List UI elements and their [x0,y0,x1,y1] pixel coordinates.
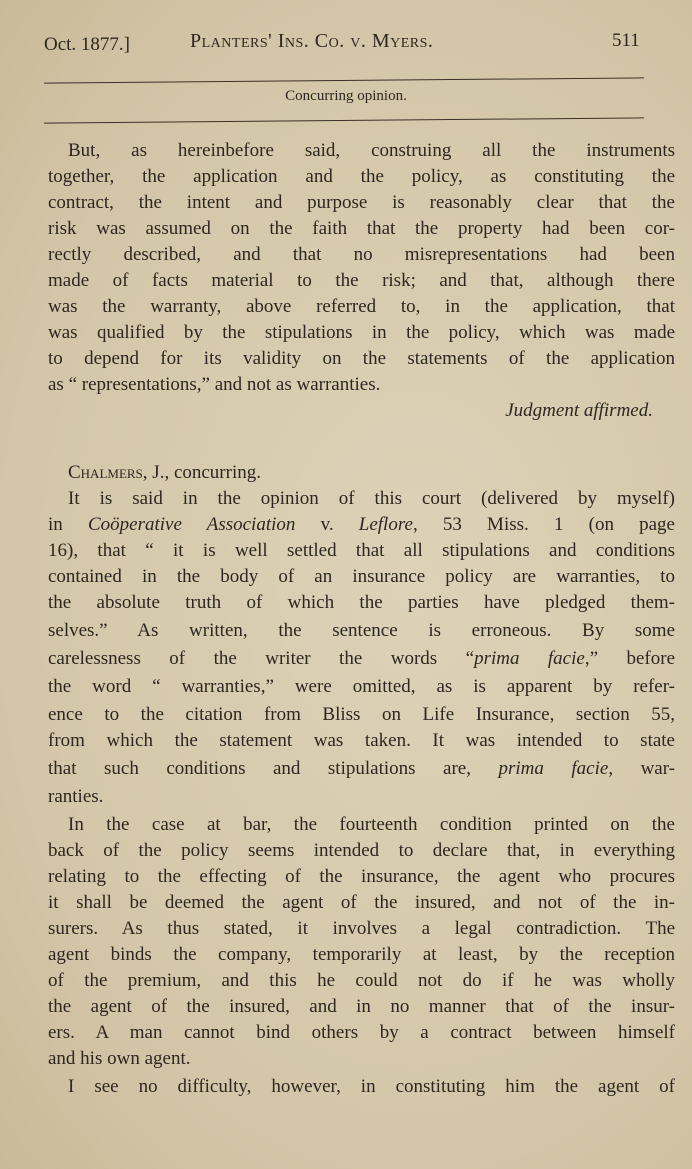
text-segment: relating to the effecting of the insurance, the agent who procures [48,866,675,887]
text-line [48,1048,675,1070]
text-line [48,620,675,642]
italic-text: prima facie [474,648,585,669]
text-segment: contract, the intent and purpose is reasonably clear that the [48,192,675,213]
text-line [48,244,675,266]
header-rule-bottom [44,117,644,123]
text-segment: But, as hereinbefore said, construing all the instruments [68,140,675,161]
section-subheading: Concurring opinion. [285,88,407,104]
text-segment: , 53 Miss. 1 (on page [412,514,675,535]
text-segment: ,” before [584,648,675,669]
text-segment: 16), that “ it is well settled that all stipulations and conditions [48,540,675,561]
text-line [48,996,675,1018]
text-segment: ers. A man cannot bind others by a contract between himself [48,1022,675,1043]
text-segment: of the premium, and this he could not do if he was wholly [48,970,675,991]
text-segment: carelessness of the writer the words “ [48,648,475,669]
running-head-title: Planters' Ins. Co. v. Myers. [190,30,434,52]
text-line [48,374,675,396]
text-line [48,166,675,188]
italic-text: prima facie [498,758,609,779]
text-line [48,514,675,536]
text-segment: the absolute truth of which the parties have pledged them- [48,592,675,613]
text-line [48,704,675,726]
italic-text: Coöperative Association [87,514,296,535]
text-line [48,944,675,966]
text-segment: risk was assumed on the faith that the property had been cor- [48,218,675,239]
text-segment: surers. As thus stated, it involves a legal contradiction. The [48,918,675,939]
page-number: 511 [612,30,640,51]
running-head-date: Oct. 1877.] [44,34,131,55]
text-line [48,322,675,344]
text-segment: , war- [608,758,675,779]
header-rule-top [44,77,644,83]
text-segment: was the warranty, above referred to, in the application, that [48,296,675,317]
text-segment: made of facts material to the risk; and that, although there [48,270,675,291]
text-segment: the word “ warranties,” were omitted, as is apparent by refer- [48,676,675,697]
text-segment: v. [295,514,359,535]
text-line [48,400,653,422]
text-segment: back of the policy seems intended to declare that, in everything [48,840,675,861]
text-line [48,296,675,318]
text-line [48,970,675,992]
text-line [68,814,675,836]
text-line [48,1022,675,1044]
text-segment: together, the application and the policy, as constituting the [48,166,675,187]
text-segment: as “ representations,” and not as warranties. [48,374,381,395]
text-segment: In the case at bar, the fourteenth condition printed on the [68,814,675,835]
text-line [48,786,675,808]
italic-text: Judgment affirmed. [505,400,653,421]
italic-text: Leflore [358,514,413,535]
text-line [48,270,675,292]
text-line [48,540,675,562]
text-line [48,840,675,862]
text-segment: ranties. [48,786,104,807]
text-segment: the agent of the insured, and in no manner that of the insur- [48,996,675,1017]
text-segment: and his own agent. [48,1048,191,1069]
text-line [48,218,675,240]
text-line [68,488,675,510]
text-segment: Chalmers [68,462,143,483]
text-line [48,648,675,670]
text-line [48,730,675,752]
text-segment: contained in the body of an insurance policy are warranties, to [48,566,675,587]
text-segment: , J., concurring. [142,462,261,483]
text-line [48,566,675,588]
text-segment: that such conditions and stipulations are, [48,758,499,779]
text-segment: agent binds the company, temporarily at least, by the reception [48,944,675,965]
text-line [68,140,675,162]
text-line [48,918,675,940]
text-line [48,592,675,614]
text-segment: was qualified by the stipulations in the policy, which was made [48,322,675,343]
text-segment: to depend for its validity on the statements of the application [48,348,675,369]
text-line [48,192,675,214]
text-segment: rectly described, and that no misrepresentations had been [48,244,675,265]
text-line [48,866,675,888]
text-segment: from which the statement was taken. It was intended to state [48,730,675,751]
text-segment: it shall be deemed the agent of the insured, and not of the in- [48,892,675,913]
text-line [48,892,675,914]
text-line [68,1076,675,1098]
text-segment: in [48,514,88,535]
text-segment: selves.” As written, the sentence is erroneous. By some [48,620,675,641]
text-line [48,676,675,698]
text-segment: ence to the citation from Bliss on Life Insurance, section 55, [48,704,675,725]
text-line [68,462,675,484]
text-line [48,758,675,780]
text-segment: It is said in the opinion of this court (delivered by myself) [68,488,675,509]
text-segment: I see no difficulty, however, in constituting him the agent of [68,1076,675,1097]
text-line [48,348,675,370]
